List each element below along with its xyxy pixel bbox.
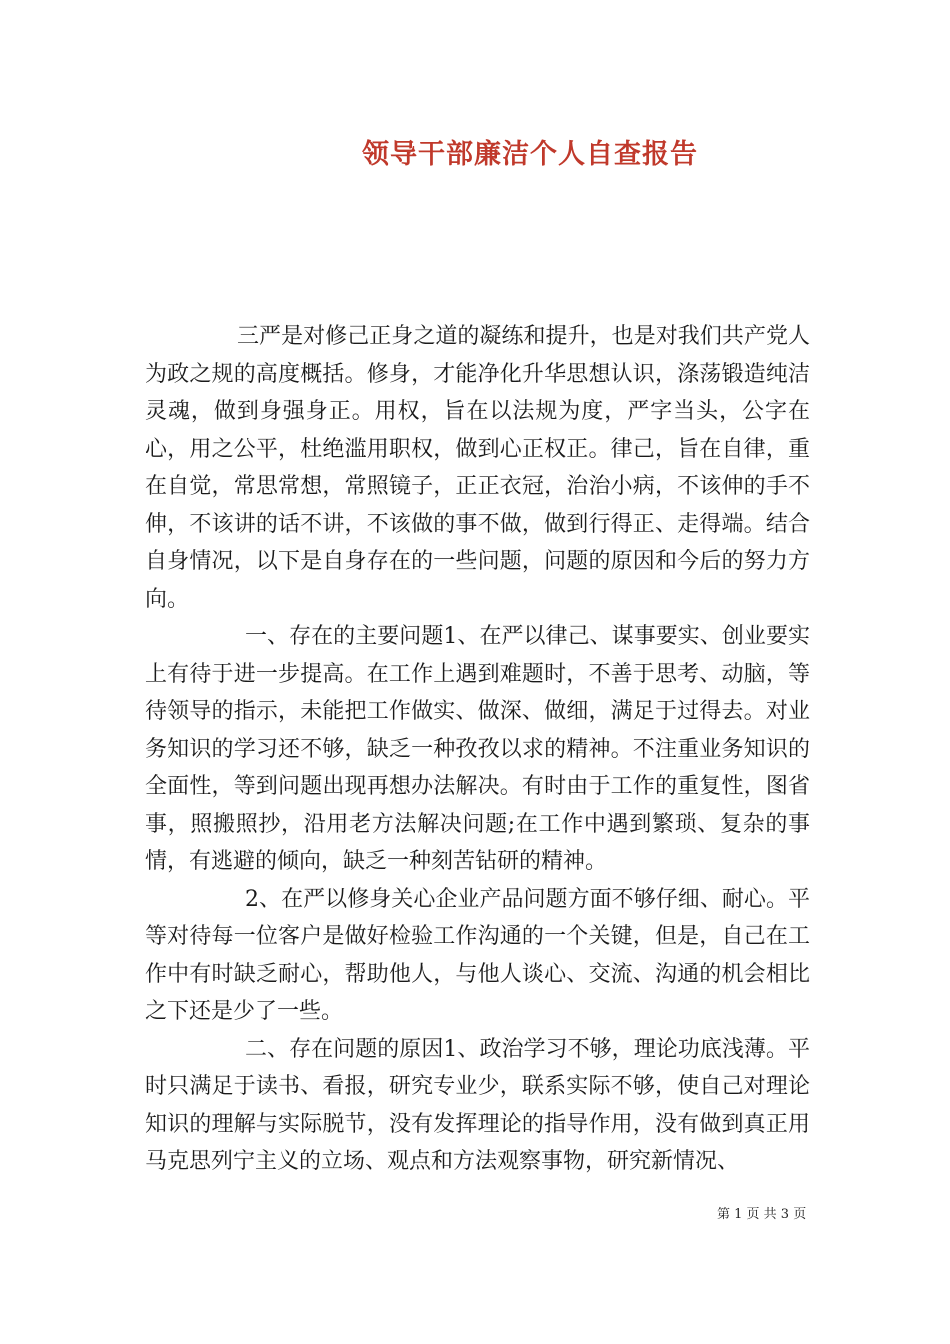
document-body — [145, 318, 810, 1181]
paragraph-causes: 二、存在问题的原因1、政治学习不够，理论功底浅薄。平时只满足于读书、看报，研究专业少，联系实际不够，使自己对理论知识的理解与实际脱节，没有发挥理论的指导作用，没有做到真正用马克思列宁主义的立场、观点和方法观察事物，研究新情况、 — [145, 1036, 810, 1174]
paragraph-self-cultivation: 2、在严以修身关心企业产品问题方面不够仔细、耐心。平等对待每一位客户是做好检验工作沟通的一个关键，但是，自己在工作中有时缺乏耐心，帮助他人，与他人谈心、交流、沟通的机会相比之下还是少了一些。 — [145, 886, 810, 1024]
paragraph-main-problems: 一、存在的主要问题1、在严以律己、谋事要实、创业要实上有待于进一步提高。在工作上遇到难题时，不善于思考、动脑，等待领导的指示，未能把工作做实、做深、做细，满足于过得去。对业务知识的学习还不够，缺乏一种孜孜以求的精神。不注重业务知识的全面性，等到问题出现再想办法解决。有时由于工作的重复性，图省事，照搬照抄，沿用老方法解决问题;在工作中遇到繁琐、复杂的事情，有逃避的倾向，缺乏一种刻苦钻研的精神。 — [145, 624, 810, 874]
paragraph-intro: 三严是对修己正身之道的凝练和提升，也是对我们共产党人为政之规的高度概括。修身，才能净化升华思想认识，涤荡锻造纯洁灵魂，做到身强身正。用权，旨在以法规为度，严字当头，公字在心，用之公平，杜绝滥用职权，做到心正权正。律己，旨在自律，重在自觉，常思常想，常照镜子，正正衣冠，治治小病，不该伸的手不伸，不该讲的话不讲，不该做的事不做，做到行得正、走得端。结合自身情况，以下是自身存在的一些问题，问题的原因和今后的努力方向。 — [145, 324, 810, 612]
page-number: 第 1 页 共 3 页 — [717, 1207, 807, 1222]
page-title: 领导干部廉洁个人自查报告 — [362, 139, 698, 170]
